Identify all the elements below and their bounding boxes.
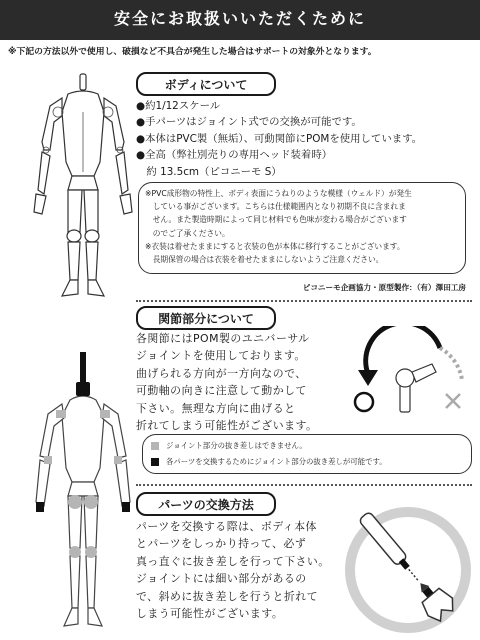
warning-text: ※下記の方法以外で使用し、破損など不具合が発生した場合はサポートの対象外となります。 [8, 47, 377, 57]
section-title-parts: パーツの交換方法 [136, 492, 276, 516]
body-notes-box [138, 182, 466, 274]
page-title: 安全にお取扱いいただくために [113, 9, 366, 28]
spec-item: ●全高（弊社別売りの専用ヘッド装着時） [136, 149, 333, 162]
section-divider [136, 300, 472, 302]
joint-legend [142, 434, 472, 474]
paragraph-line: 折れてしまう可能性がございます。 [136, 419, 318, 433]
paragraph-line: しまう可能性がございます。 [136, 607, 284, 621]
hand-joint-icon [338, 496, 474, 636]
body-front-icon [28, 72, 138, 300]
section-divider [136, 484, 472, 486]
note-line: している事がございます。こちらは仕様範囲内となり初期不良に含まれま [145, 202, 406, 212]
legend-row-grey [151, 438, 471, 454]
note-line: せん。また製造時期によって同じ材料でも色味が変わる場合がございます [145, 215, 407, 225]
note-line: ※PVC成形物の特性上、ボディ表面にうねりのような模様（ウェルド）が発生 [145, 189, 412, 198]
legend-text: 各パーツを交換するためにジョイント部分の抜き差しが可能です。 [166, 457, 387, 466]
body-back-icon [28, 352, 138, 632]
paragraph-line: ジョイントを使用しております。 [136, 349, 306, 363]
rotate-ok-icon [346, 326, 472, 422]
paragraph-line: パーツを交換する際は、ボディ本体 [136, 520, 317, 533]
paragraph-line: とパーツをしっかり持って、必ず [136, 537, 307, 551]
paragraph-line: 各関節にはPOM製のユニバーサル [136, 332, 310, 345]
paragraph-line: 曲げられる方向が一方向なので、 [136, 366, 307, 380]
legend-text: ジョイント部分の抜き差しはできません。 [166, 441, 307, 450]
section-title-body: ボディについて [136, 72, 276, 96]
note-line: のでご了承ください。 [145, 228, 230, 238]
spec-item: ●本体はPVC製（無垢）、可動関節にPOMを使用しています。 [136, 132, 423, 145]
joint-paragraph [136, 330, 336, 434]
paragraph-line: 真っ直ぐに抜き差しを行って下さい。 [136, 554, 330, 568]
body-spec-list [136, 98, 472, 180]
note-line: 長期保管の場合は衣装を着せたままにしないようご注意ください。 [145, 255, 384, 265]
legend-swatch-grey [151, 442, 159, 450]
spec-item: ●約1/12スケール [136, 100, 221, 112]
note-line: ※衣装は着せたままにすると衣装の色が本体に移行することがございます。 [145, 241, 405, 251]
legend-swatch-black [151, 458, 159, 466]
spec-item: ●手パーツはジョイント式での交換が可能です。 [136, 116, 362, 129]
legend-row-black [151, 454, 471, 470]
paragraph-line: 下さい。無理な方向に曲げると [136, 401, 296, 415]
parts-paragraph [136, 518, 336, 622]
paragraph-line: ジョイントには細い部分があるの [136, 572, 307, 586]
paragraph-line: で、斜めに抜き差しを行うと折れて [136, 589, 319, 603]
spec-item: 約 13.5cm（ピコニーモ S） [136, 165, 282, 178]
section-title-joint: 関節部分について [136, 306, 276, 330]
rotate-ng-icon [446, 394, 460, 408]
credit-text: ピコニーモ企画協力・原型製作：（有）澤田工房 [302, 283, 466, 292]
paragraph-line: 可動軸の向きに注意して動かして [136, 384, 307, 398]
